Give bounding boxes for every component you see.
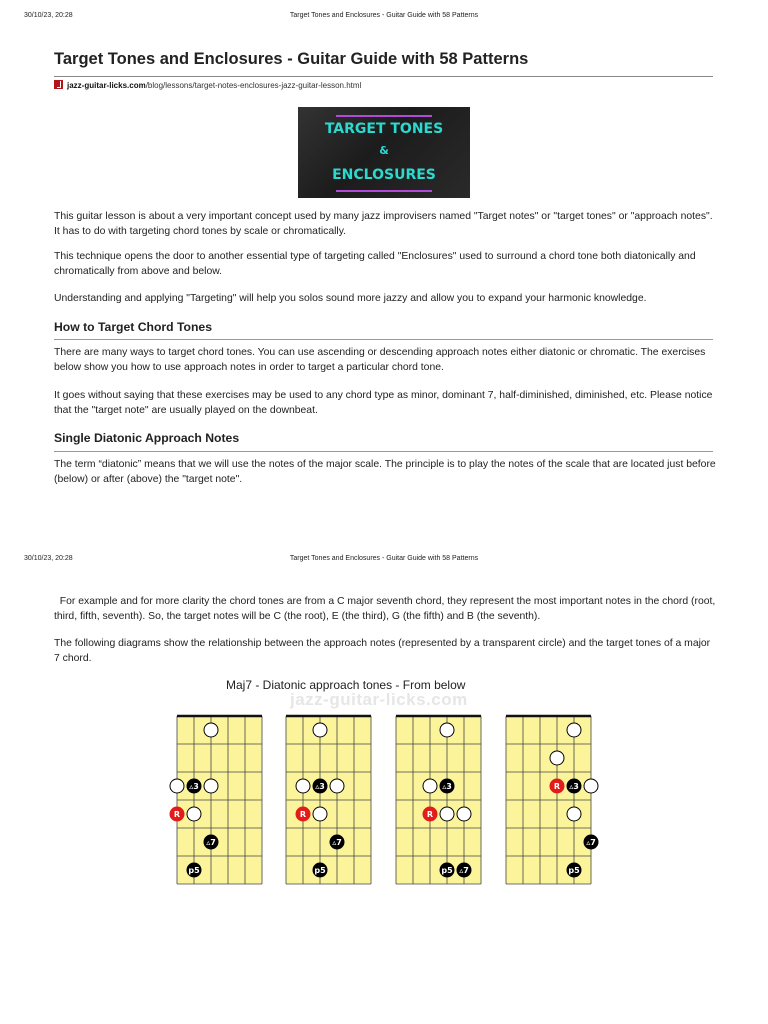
- note-label: p5: [568, 866, 580, 875]
- chord-tone-dot: [584, 835, 598, 849]
- example-paragraph: For example and for more clarity the chord tones are from a C major seventh chord, they represent the most important notes in the chord (root, third, fifth, seventh). So, the target notes will be C (the root), E (the third), G (the fifth) and B (the seventh).: [54, 596, 719, 622]
- note-label: ▵3: [189, 782, 199, 791]
- url-path[interactable]: /blog/lessons/target-notes-enclosures-jazz-guitar-lesson.html: [145, 81, 362, 90]
- note-circle: [204, 779, 218, 793]
- note-label: p5: [188, 866, 200, 875]
- note-circle: [567, 723, 581, 737]
- approach-note-dot: [440, 723, 454, 737]
- note-circle: [296, 779, 310, 793]
- approach-note-dot: [567, 807, 581, 821]
- chord-tone-dot: [567, 863, 581, 877]
- note-circle: [313, 723, 327, 737]
- approach-note-dot: [550, 751, 564, 765]
- goes-without-paragraph: It goes without saying that these exercises may be used to any chord type as minor, dominant 7, half-diminished, diminished, etc. Please notice that the "target note" are usually played on the downbeat.: [54, 390, 713, 416]
- chord-tone-dot: [457, 863, 471, 877]
- fretboard-3: [396, 716, 481, 884]
- chord-tone-dot: [187, 863, 201, 877]
- page-title: Target Tones and Enclosures - Guitar Guide with 58 Patterns: [54, 50, 529, 68]
- note-label: p5: [441, 866, 453, 875]
- chord-tone-dot: [440, 779, 454, 793]
- note-label: ▵7: [459, 866, 469, 875]
- chord-tone-dot: [313, 863, 327, 877]
- understanding-paragraph: Understanding and applying "Targeting" will help you solos sound more jazzy and allow you to expand your harmonic knowledge.: [54, 293, 647, 304]
- note-label: R: [299, 810, 307, 819]
- ways-paragraph: There are many ways to target chord tones. You can use ascending or descending approach notes either diatonic or chromatic. The exercises below show you how to use approach notes in order to target a particular chord tone.: [54, 347, 706, 373]
- note-label: ▵7: [586, 838, 596, 847]
- root-note-dot: [170, 807, 184, 821]
- chord-tone-dot: [204, 835, 218, 849]
- approach-note-dot: [170, 779, 184, 793]
- approach-note-dot: [204, 723, 218, 737]
- intro-paragraph: This guitar lesson is about a very important concept used by many jazz improvisers named "Target notes" or "target tones" or "approach notes". It has to do with targeting chord tones by scale or chromatically.: [54, 211, 713, 237]
- diagram-watermark: jazz-guitar-licks.com: [290, 690, 468, 709]
- approach-note-dot: [204, 779, 218, 793]
- approach-note-dot: [187, 807, 201, 821]
- note-circle: [423, 779, 437, 793]
- heading-how-to-target: How to Target Chord Tones: [54, 320, 212, 334]
- enclosures-paragraph: This technique opens the door to another essential type of targeting called "Enclosures" used to surround a chord tone both diatonically and chromatically from above and below.: [54, 251, 696, 277]
- note-label: R: [553, 782, 561, 791]
- print-date: 30/10/23, 20:28: [24, 12, 73, 19]
- print-title: Target Tones and Enclosures - Guitar Guide with 58 Patterns: [289, 555, 479, 562]
- approach-note-dot: [423, 779, 437, 793]
- note-label: ▵7: [206, 838, 216, 847]
- note-label: ▵3: [442, 782, 452, 791]
- fretboard-2: [286, 716, 371, 884]
- chord-tone-dot: [567, 779, 581, 793]
- note-circle: [170, 779, 184, 793]
- approach-note-dot: [296, 779, 310, 793]
- hero-line-1: TARGET TONES: [324, 121, 444, 137]
- chord-tone-dot: [313, 779, 327, 793]
- approach-note-dot: [457, 807, 471, 821]
- root-note-dot: [296, 807, 310, 821]
- approach-note-dot: [313, 807, 327, 821]
- hero-line-2: &: [379, 144, 389, 157]
- root-note-dot: [550, 779, 564, 793]
- print-date: 30/10/23, 20:28: [24, 555, 73, 562]
- following-paragraph: The following diagrams show the relationship between the approach notes (represented by a transparent circle) and the target tones of a major 7 chord.: [54, 638, 711, 664]
- hero-line-3: ENCLOSURES: [332, 167, 436, 183]
- approach-note-dot: [584, 779, 598, 793]
- chord-tone-dot: [440, 863, 454, 877]
- note-label: p5: [314, 866, 326, 875]
- note-circle: [187, 807, 201, 821]
- note-circle: [313, 807, 327, 821]
- root-note-dot: [423, 807, 437, 821]
- print-title: Target Tones and Enclosures - Guitar Guide with 58 Patterns: [289, 12, 479, 19]
- note-circle: [440, 723, 454, 737]
- note-circle: [330, 779, 344, 793]
- approach-note-dot: [313, 723, 327, 737]
- chord-tone-dot: [187, 779, 201, 793]
- note-label: R: [426, 810, 434, 819]
- chord-tone-dot: [330, 835, 344, 849]
- note-circle: [550, 751, 564, 765]
- note-circle: [567, 807, 581, 821]
- note-label: ▵3: [315, 782, 325, 791]
- fretboard-4: [506, 716, 598, 884]
- note-circle: [584, 779, 598, 793]
- diagram-title: Maj7 - Diatonic approach tones - From below: [226, 678, 466, 692]
- note-circle: [440, 807, 454, 821]
- note-circle: [457, 807, 471, 821]
- note-label: ▵3: [569, 782, 579, 791]
- approach-note-dot: [330, 779, 344, 793]
- note-circle: [204, 723, 218, 737]
- note-label: R: [173, 810, 181, 819]
- fretboard-1: [170, 716, 262, 884]
- note-label: ▵7: [332, 838, 342, 847]
- approach-note-dot: [567, 723, 581, 737]
- approach-note-dot: [440, 807, 454, 821]
- diatonic-definition-paragraph: The term “diatonic” means that we will use the notes of the major scale. The principle is to play the notes of the scale that are located just before (below) or after (above) the "target note".: [54, 459, 716, 485]
- url-domain[interactable]: jazz-guitar-licks.com: [67, 81, 146, 90]
- heading-single-diatonic: Single Diatonic Approach Notes: [54, 431, 240, 445]
